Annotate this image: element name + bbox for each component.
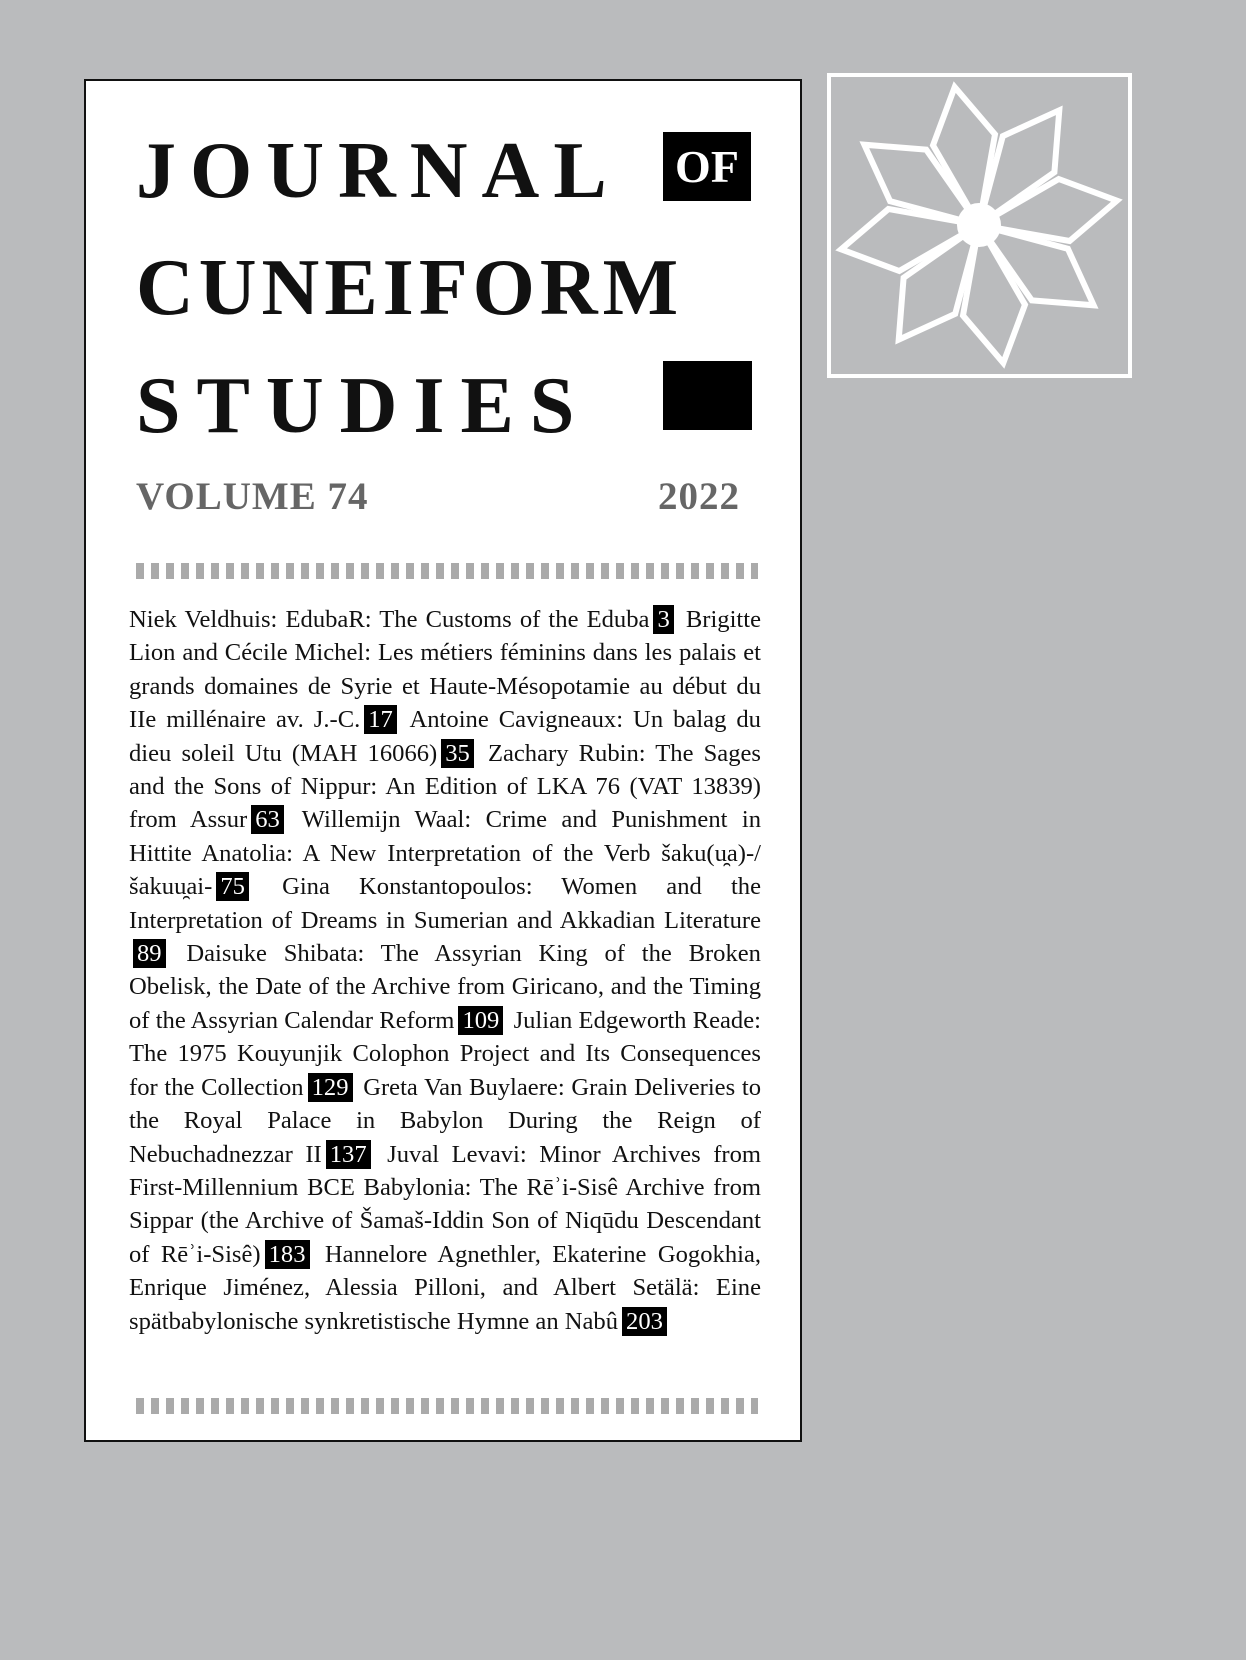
year-label: 2022 — [658, 475, 740, 518]
toc-entry-text: Julian Edgeworth Reade: The 1975 Kouyunjik Colophon Project and Its Consequences for the Collection — [129, 1006, 761, 1101]
toc-page-number: 17 — [364, 705, 397, 734]
toc-page-number: 63 — [251, 805, 284, 834]
bottom-dashed-rule — [136, 1398, 758, 1414]
toc-entry-text: Niek Veldhuis: EdubaR: The Customs of the Eduba — [129, 606, 650, 633]
toc-page-number: 3 — [653, 605, 673, 634]
toc-page-number: 183 — [265, 1240, 310, 1269]
toc-page-number: 137 — [326, 1140, 371, 1169]
black-square-decoration — [663, 361, 752, 430]
toc-entry-text: Zachary Rubin: The Sages and the Sons of Nippur: An Edition of LKA 76 (VAT 13839) from Assur — [129, 739, 761, 834]
toc-page-number: 203 — [622, 1307, 667, 1336]
toc-entry-text: Willemijn Waal: Crime and Punishment in Hittite Anatolia: A New Interpretation of the Verb šaku(u̯a)-/šakuu̯ai- — [129, 806, 761, 901]
top-dashed-rule — [136, 563, 758, 579]
toc-page-number: 129 — [308, 1073, 353, 1102]
toc-entry-text: Gina Konstantopoulos: Women and the Interpretation of Dreams in Sumerian and Akkadian Literature — [129, 873, 761, 934]
toc-entry-text: Greta Van Buylaere: Grain Deliveries to the Royal Palace in Babylon During the Reign of Nebuchadnezzar II — [129, 1073, 761, 1168]
toc-entry-text: Juval Levavi: Minor Archives from First-Millennium BCE Babylonia: The Rēʾi-Sisê Archive from Sippar (the Archive of Šamaš-Iddin Son of Niqūdu Descendant of Rēʾi-Sisê) — [129, 1140, 761, 1268]
toc-entry-text: Daisuke Shibata: The Assyrian King of the Broken Obelisk, the Date of the Archive from Giricano, and the Timing of the Assyrian Calendar Reform — [129, 940, 761, 1034]
title-journal: JOURNAL — [136, 127, 621, 215]
toc-page-number: 75 — [216, 872, 249, 901]
toc-page-number: 89 — [133, 939, 166, 968]
title-of-box: OF — [663, 132, 751, 201]
eight-pointed-star-emblem-icon — [827, 73, 1132, 378]
cover-panel — [84, 79, 802, 1442]
toc-entry-text: Hannelore Agnethler, Ekaterine Gogokhia, Enrique Jiménez, Alessia Pilloni, and Albert Setälä: Eine spätbabylonische synkretistische Hymne an Nabû — [129, 1240, 762, 1335]
toc-entry-text: Brigitte Lion and Cécile Michel: Les métiers féminins dans les palais et grands domaines de Syrie et Haute-Mésopotamie au début du IIe millénaire av. J.-C. — [129, 606, 761, 734]
table-of-contents — [129, 603, 761, 1338]
volume-label: VOLUME 74 — [136, 475, 369, 518]
toc-entry-text: Antoine Cavigneaux: Un balag du dieu soleil Utu (MAH 16066) — [129, 706, 761, 767]
title-cuneiform: CUNEIFORM — [136, 244, 684, 332]
toc-page-number: 109 — [458, 1006, 503, 1035]
toc-page-number: 35 — [441, 739, 474, 768]
title-studies: STUDIES — [136, 362, 591, 450]
toc-entry — [129, 606, 678, 633]
